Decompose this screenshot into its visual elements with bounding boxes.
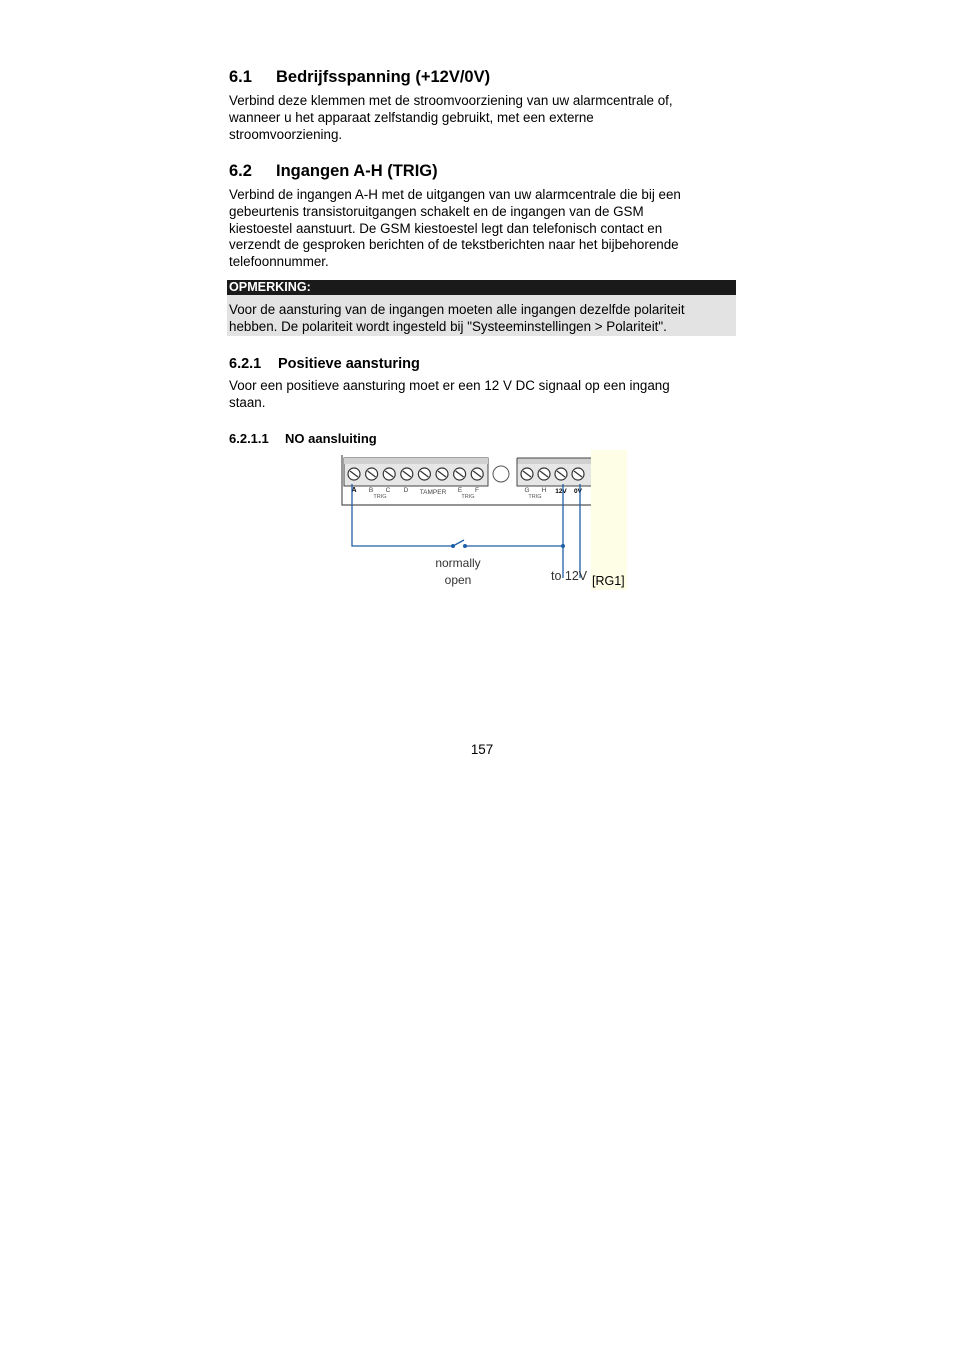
trig-label-gh: TRIG xyxy=(528,494,542,500)
paragraph-6-2-1 xyxy=(229,378,729,412)
terminal-label-f: F xyxy=(475,487,479,494)
terminal-label-12v: 12V xyxy=(555,488,567,495)
note-heading: OPMERKING: xyxy=(227,280,736,295)
trig-label-ef: TRIG xyxy=(461,494,475,500)
terminal-screw-icon xyxy=(538,468,550,480)
heading-title: Bedrijfsspanning (+12V/0V) xyxy=(276,68,491,86)
junction-12v xyxy=(561,544,565,548)
terminal-screw-icon xyxy=(401,468,413,480)
terminal-screw-icon xyxy=(366,468,378,480)
page-number: 157 xyxy=(470,742,494,757)
heading-title: Ingangen A-H (TRIG) xyxy=(276,162,438,180)
heading-number: 6.2.1 xyxy=(229,356,262,372)
terminal-screw-icon xyxy=(572,468,584,480)
trig-label-abcd: TRIG xyxy=(373,494,387,500)
indicator-circle xyxy=(493,466,509,482)
text-line: telefoonnummer. xyxy=(229,254,329,270)
terminal-label-e: E xyxy=(457,487,463,494)
heading-title: Positieve aansturing xyxy=(278,356,420,372)
paragraph-6-2 xyxy=(229,187,729,271)
text-line: Voor een positieve aansturing moet er een 12 V DC signaal op een ingang xyxy=(229,378,670,393)
terminal-label-b: B xyxy=(368,487,374,494)
heading-6-2 xyxy=(229,162,438,181)
terminal-screw-icon xyxy=(418,468,430,480)
switch-terminal-left xyxy=(451,544,455,548)
text-line: gebeurtenis transistoruitgangen schakelt en de ingangen van de GSM xyxy=(229,203,644,219)
terminal-label-h: H xyxy=(541,487,547,494)
terminal-screw-icon xyxy=(471,468,483,480)
text-line: wanneer u het apparaat zelfstandig gebruikt, met een externe xyxy=(229,109,594,125)
heading-title: NO aansluiting xyxy=(285,431,377,446)
terminal-screw-icon xyxy=(454,468,466,480)
supply-label: to 12V xyxy=(551,569,588,583)
text-line: Voor de aansturing van de ingangen moeten alle ingangen dezelfde polariteit xyxy=(229,302,685,317)
terminal-screw-icon xyxy=(383,468,395,480)
heading-6-1 xyxy=(229,68,490,87)
text-line: Verbind deze klemmen met de stroomvoorziening van uw alarmcentrale of, xyxy=(229,93,673,108)
terminal-screw-icon xyxy=(436,468,448,480)
text-line: kiestoestel aanstuurt. De GSM kiestoestel legt dan telefonisch contact en xyxy=(229,220,663,236)
wiring-diagram xyxy=(337,450,627,590)
wiring-diagram-svg xyxy=(337,450,627,590)
terminal-label-d: D xyxy=(403,487,409,494)
terminal-label-0v: 0V xyxy=(574,488,582,495)
text-line: verzendt de gesproken berichten of de tekstberichten naar het bijbehorende xyxy=(229,237,679,253)
heading-6-2-1-1 xyxy=(229,431,377,446)
heading-number: 6.2 xyxy=(229,162,252,180)
text-line: Verbind de ingangen A-H met de uitgangen van uw alarmcentrale die bij een xyxy=(229,187,681,202)
heading-number: 6.1 xyxy=(229,68,252,86)
terminal-screw-icon xyxy=(555,468,567,480)
text-line: hebben. De polariteit wordt ingesteld bij "Systeeminstellingen > Polariteit". xyxy=(229,318,667,334)
heading-6-2-1 xyxy=(229,356,420,372)
terminal-block-right xyxy=(517,458,591,486)
terminal-screw-icon xyxy=(521,468,533,480)
switch-terminal-right xyxy=(463,544,467,548)
terminal-label-tamper: TAMPER xyxy=(419,489,447,496)
terminal-label-a: A xyxy=(351,487,357,494)
note-body xyxy=(227,295,736,336)
comment-reference: [RG1] xyxy=(592,574,625,588)
text-line: stroomvoorziening. xyxy=(229,126,343,142)
terminal-screw-icon xyxy=(348,468,360,480)
text-line: staan. xyxy=(229,394,266,410)
switch-label-line2: open xyxy=(444,573,472,587)
paragraph-6-1 xyxy=(229,93,729,143)
heading-number: 6.2.1.1 xyxy=(229,431,269,446)
terminal-label-g: G xyxy=(524,487,530,494)
switch-label-line1: normally xyxy=(435,556,481,570)
terminal-label-c: C xyxy=(385,487,391,494)
